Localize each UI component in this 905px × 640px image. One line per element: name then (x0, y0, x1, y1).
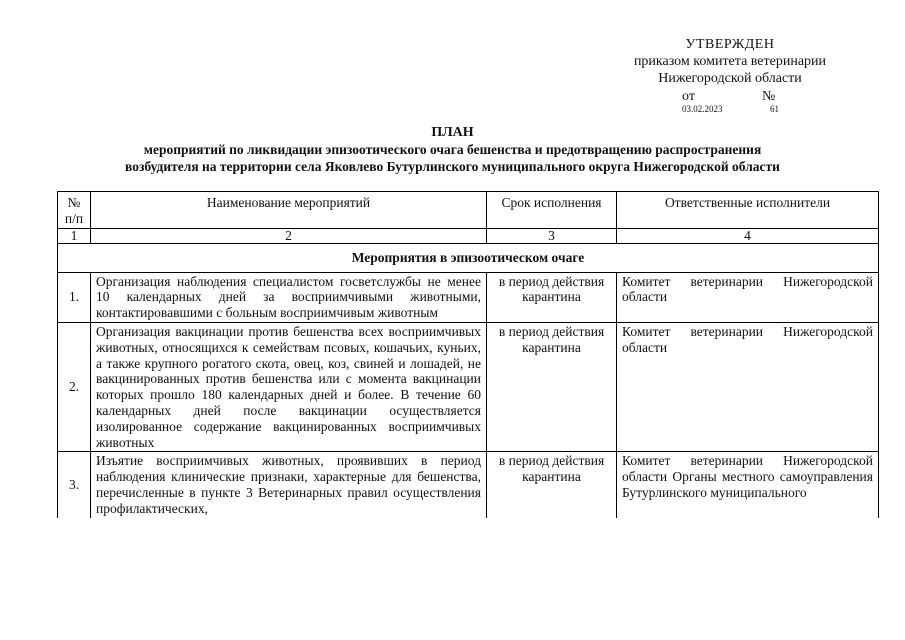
approval-number: 61 (770, 104, 779, 114)
approval-title: УТВЕРЖДЕН (685, 37, 775, 52)
section-row (58, 243, 879, 272)
number-label: № (762, 89, 776, 104)
approval-block (600, 36, 860, 115)
section-title: Мероприятия в эпизоотическом очаге (58, 243, 879, 272)
row-responsible: Комитет ветеринарии Нижегородской области (617, 322, 879, 451)
plan-title: ПЛАН (431, 125, 474, 140)
approval-line-1: приказом комитета ветеринарии (633, 54, 827, 69)
row-term: в период действия карантина (487, 452, 617, 518)
table-row (58, 322, 879, 451)
approval-date: 03.02.2023 (682, 104, 723, 114)
row-number: 3. (58, 452, 91, 518)
table-row (58, 452, 879, 518)
measures-table (57, 191, 879, 518)
row-measure: Изъятие восприимчивых животных, проявивших в период наблюдения клинические признаки, характерные для бешенства, перечисленные в пункте 3 Ветеринарных правил осуществления профилактических, (91, 452, 487, 518)
row-term: в период действия карантина (487, 272, 617, 322)
plan-subtitle-line-2: возбудителя на территории села Яковлево Бутурлинского муниципального округа Нижегородской области (125, 159, 780, 174)
row-responsible: Комитет ветеринарии Нижегородской области Органы местного самоуправления Бутурлинского муниципального (617, 452, 879, 518)
header-term: Срок исполнения (487, 192, 617, 229)
plan-subtitle-line-1: мероприятий по ликвидации эпизоотического очага бешенства и предотвращению распространения (143, 142, 762, 157)
header-responsible: Ответственные исполнители (617, 192, 879, 229)
table-header-row (58, 192, 879, 229)
row-number: 2. (58, 322, 91, 451)
row-term: в период действия карантина (487, 322, 617, 451)
row-measure: Организация наблюдения специалистом госветслужбы не менее 10 календарных дней за восприимчивыми животными, контактировавшими с больным восприимчивым животным (91, 272, 487, 322)
column-index: 4 (617, 228, 879, 243)
column-index-row (58, 228, 879, 243)
approval-date-number (600, 89, 860, 115)
table-row (58, 272, 879, 322)
column-index: 3 (487, 228, 617, 243)
row-responsible: Комитет ветеринарии Нижегородской области (617, 272, 879, 322)
approval-line-2: Нижегородской области (658, 71, 802, 86)
column-index: 1 (58, 228, 91, 243)
header-number: № п/п (58, 192, 91, 229)
row-number: 1. (58, 272, 91, 322)
column-index: 2 (91, 228, 487, 243)
header-name: Наименование мероприятий (91, 192, 487, 229)
date-label: от (682, 89, 695, 104)
row-measure: Организация вакцинации против бешенства всех восприимчивых животных, относящихся к семействам псовых, кошачьих, куньих, а также крупного рогатого скота, овец, коз, свиней и лошадей, не вакцинированных против бешенства или с момента вакцинации которых прошло 180 календарных дней и более. В течение 60 календарных дней после вакцинации осуществляется изолированное содержание вакцинированных восприимчивых животных (91, 322, 487, 451)
